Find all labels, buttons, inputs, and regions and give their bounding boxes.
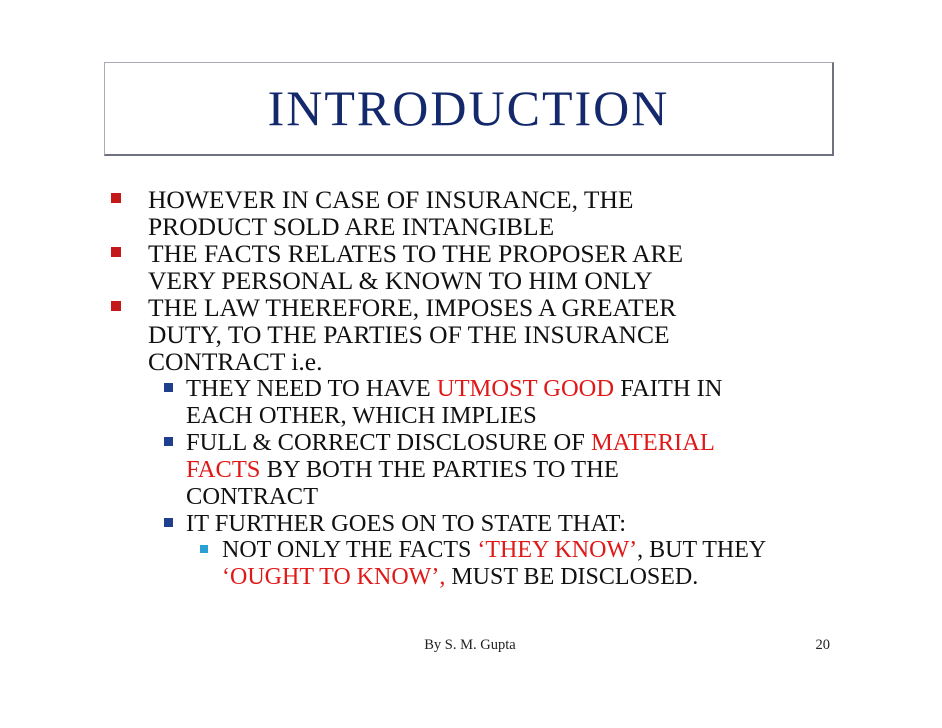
bullet-line: THE LAW THEREFORE, IMPOSES A GREATER (148, 293, 677, 322)
bullet-line: DUTY, TO THE PARTIES OF THE INSURANCE (148, 320, 670, 349)
bullet-line (222, 564, 942, 591)
bullet-line: PRODUCT SOLD ARE INTANGIBLE (148, 212, 555, 241)
footer-author: By S. M. Gupta (424, 637, 516, 653)
bullet-line (186, 429, 942, 456)
text-run: NOT ONLY THE FACTS (222, 537, 478, 563)
text-run: , BUT THEY (637, 537, 767, 563)
square-bullet-icon (111, 193, 121, 203)
text-run: FULL & CORRECT DISCLOSURE OF (186, 429, 591, 456)
emphasis-text: FACTS (186, 456, 261, 483)
square-bullet-icon (164, 383, 173, 392)
bullet-list (0, 186, 942, 591)
square-bullet-icon (111, 247, 121, 257)
sub-bullet-item (0, 510, 942, 537)
bullet-line: IT FURTHER GOES ON TO STATE THAT: (186, 510, 627, 537)
emphasis-text: UTMOST GOOD (436, 375, 615, 402)
bullet-line (186, 456, 942, 483)
text-run: FAITH IN (614, 375, 723, 402)
sub-bullet-item (0, 429, 942, 510)
title-box (104, 62, 834, 156)
text-run: THEY NEED TO HAVE (186, 375, 437, 402)
bullet-line (186, 375, 942, 402)
page-number: 20 (815, 637, 830, 653)
bullet-line: CONTRACT i.e. (148, 347, 323, 376)
square-bullet-icon (200, 545, 208, 553)
sub-bullet-item (0, 375, 942, 429)
square-bullet-icon (164, 518, 173, 527)
bullet-item (0, 186, 942, 240)
bullet-item (0, 294, 942, 375)
text-run: BY BOTH THE PARTIES TO THE (260, 456, 619, 483)
bullet-line: EACH OTHER, WHICH IMPLIES (186, 402, 537, 429)
bullet-item (0, 240, 942, 294)
bullet-line (222, 537, 942, 564)
bullet-line: VERY PERSONAL & KNOWN TO HIM ONLY (148, 266, 653, 295)
square-bullet-icon (111, 301, 121, 311)
bullet-line: THE FACTS RELATES TO THE PROPOSER ARE (148, 239, 684, 268)
emphasis-text: ‘THEY KNOW’ (477, 537, 638, 563)
square-bullet-icon (164, 437, 173, 446)
emphasis-text: MATERIAL (591, 429, 715, 456)
text-run: MUST BE DISCLOSED. (445, 564, 699, 590)
slide-title: INTRODUCTION (267, 79, 670, 136)
bullet-line: CONTRACT (186, 483, 319, 510)
sub-sub-bullet-item (0, 537, 942, 591)
bullet-line: HOWEVER IN CASE OF INSURANCE, THE (148, 185, 634, 214)
emphasis-text: ‘OUGHT TO KNOW’, (222, 564, 446, 590)
